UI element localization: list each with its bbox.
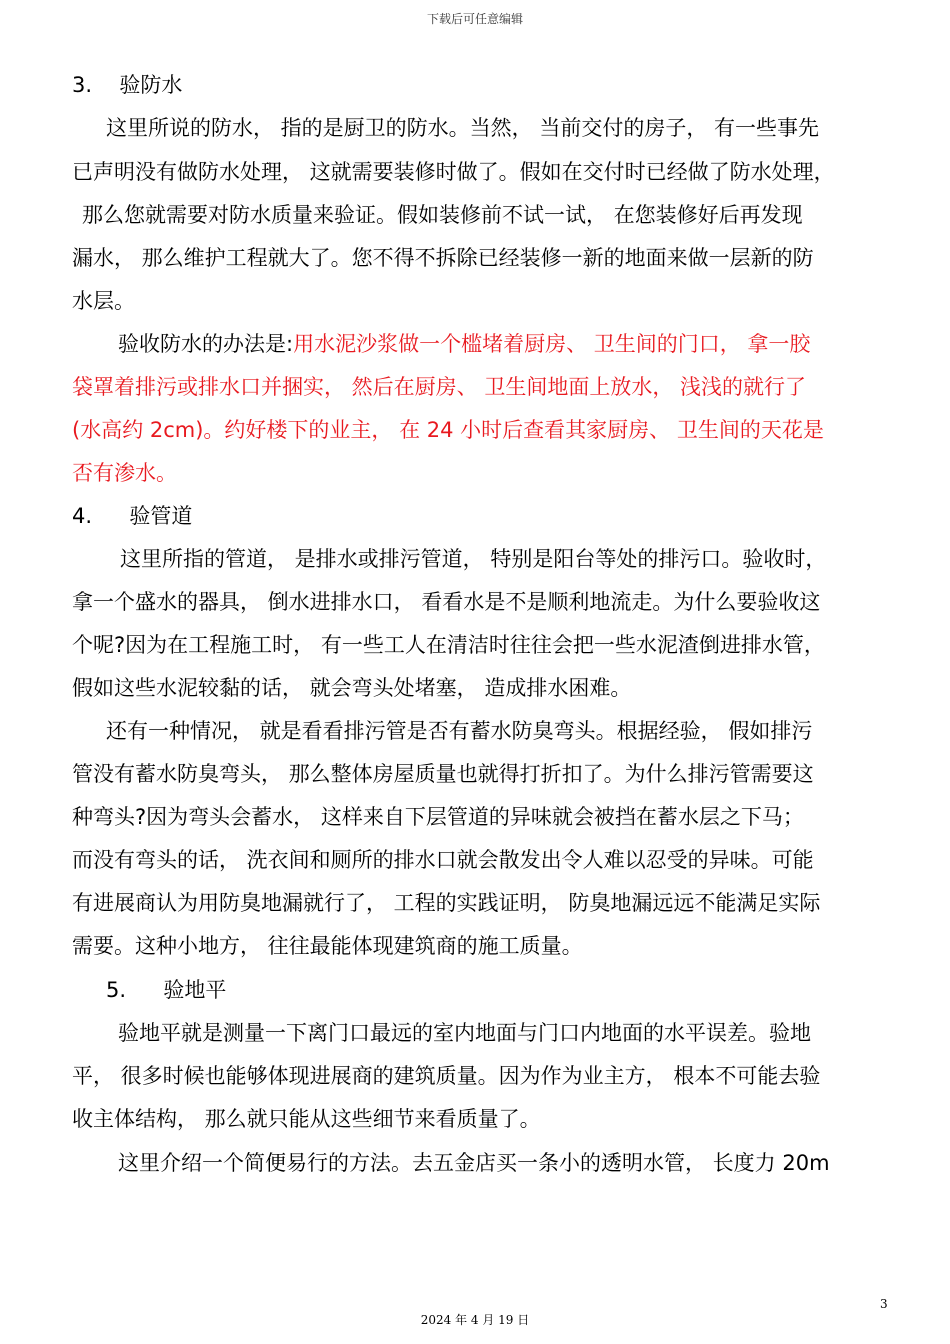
section-4-heading — [72, 501, 890, 531]
section-4-title: 验管道 — [129, 504, 193, 528]
s5-p2-line-1: 这里介绍一个简便易行的方法。去五金店买一条小的透明水管， 长度力 20m — [118, 1151, 830, 1175]
s3-p1-line-5: 水层。 — [72, 289, 135, 313]
footer-date: 2024 年 4 月 19 日 — [420, 1313, 530, 1327]
s4-p1-line-1: 这里所指的管道， 是排水或排污管道， 特别是阳台等处的排污口。验收时， — [120, 547, 827, 571]
section-5-title: 验地平 — [163, 978, 227, 1002]
section-5-number: 5. — [106, 978, 127, 1002]
s4-p2-line-1: 还有一种情况， 就是看看排污管是否有蓄水防臭弯头。根据经验， 假如排污 — [106, 719, 813, 743]
s4-p2-line-3: 种弯头?因为弯头会蓄水， 这样来自下层管道的异味就会被挡在蓄水层之下马； — [72, 805, 804, 829]
s4-p2-line-6: 需要。这种小地方， 往往最能体现建筑商的施工质量。 — [72, 934, 583, 958]
s4-p1-line-4: 假如这些水泥较黏的话， 就会弯头处堵塞， 造成排水困难。 — [72, 676, 632, 700]
s4-p2-line-4: 而没有弯头的话， 洗衣间和厕所的排水口就会散发出令人难以忍受的异味。可能 — [72, 848, 814, 872]
s5-p1-line-2: 平， 很多时候也能够体现进展商的建筑质量。因为作为业主方， 根本不可能去验 — [72, 1064, 821, 1088]
s3-p2-line-3: (水高约 2cm)。约好楼下的业主， 在 24 小时后查看其家厨房、 卫生间的天花是 — [72, 418, 824, 442]
section-3-title: 验防水 — [119, 73, 183, 97]
section-3-number: 3. — [72, 73, 93, 97]
s3-p2-line-4: 否有渗水。 — [72, 461, 177, 485]
s3-p2-line-2: 袋罩着排污或排水口并捆实， 然后在厨房、 卫生间地面上放水， 浅浅的就行了 — [72, 375, 807, 399]
s3-p1-line-1: 这里所说的防水， 指的是厨卫的防水。当然， 当前交付的房子， 有一些事先 — [106, 116, 820, 140]
s3-p1-line-4: 漏水， 那么维护工程就大了。您不得不拆除已经装修一新的地面来做一层新的防 — [72, 246, 814, 270]
s3-p2-line-1 — [118, 329, 936, 359]
section-5-heading — [106, 975, 924, 1005]
s4-p2-line-2: 管没有蓄水防臭弯头， 那么整体房屋质量也就得打折扣了。为什么排污管需要这 — [72, 762, 814, 786]
s3-p1-line-3: 那么您就需要对防水质量来验证。假如装修前不试一试， 在您装修好后再发现 — [82, 203, 803, 227]
s4-p2-line-5: 有进展商认为用防臭地漏就行了， 工程的实践证明， 防臭地漏远远不能满足实际 — [72, 891, 821, 915]
s5-p1-line-1: 验地平就是测量一下离门口最远的室内地面与门口内地面的水平误差。验地 — [118, 1021, 811, 1045]
s3-p2-red-start: 用水泥沙浆做一个槛堵着厨房、 卫生间的门口， 拿一胶 — [293, 332, 811, 356]
page-header: 下载后可任意编辑 — [426, 12, 523, 26]
s3-p1-line-2: 已声明没有做防水处理， 这就需要装修时做了。假如在交付时已经做了防水处理， — [72, 160, 835, 184]
s4-p1-line-3: 个呢?因为在工程施工时， 有一些工人在清洁时往往会把一些水泥渣倒进排水管， — [72, 633, 825, 657]
s4-p1-line-2: 拿一个盛水的器具， 倒水进排水口， 看看水是不是顺利地流走。为什么要验收这 — [72, 590, 821, 614]
page-number: 3 — [880, 1297, 888, 1311]
s3-p2-label: 验收防水的办法是: — [118, 332, 294, 356]
section-4-number: 4. — [72, 504, 93, 528]
section-3-heading — [72, 70, 890, 100]
s5-p1-line-3: 收主体结构， 那么就只能从这些细节来看质量了。 — [72, 1107, 541, 1131]
